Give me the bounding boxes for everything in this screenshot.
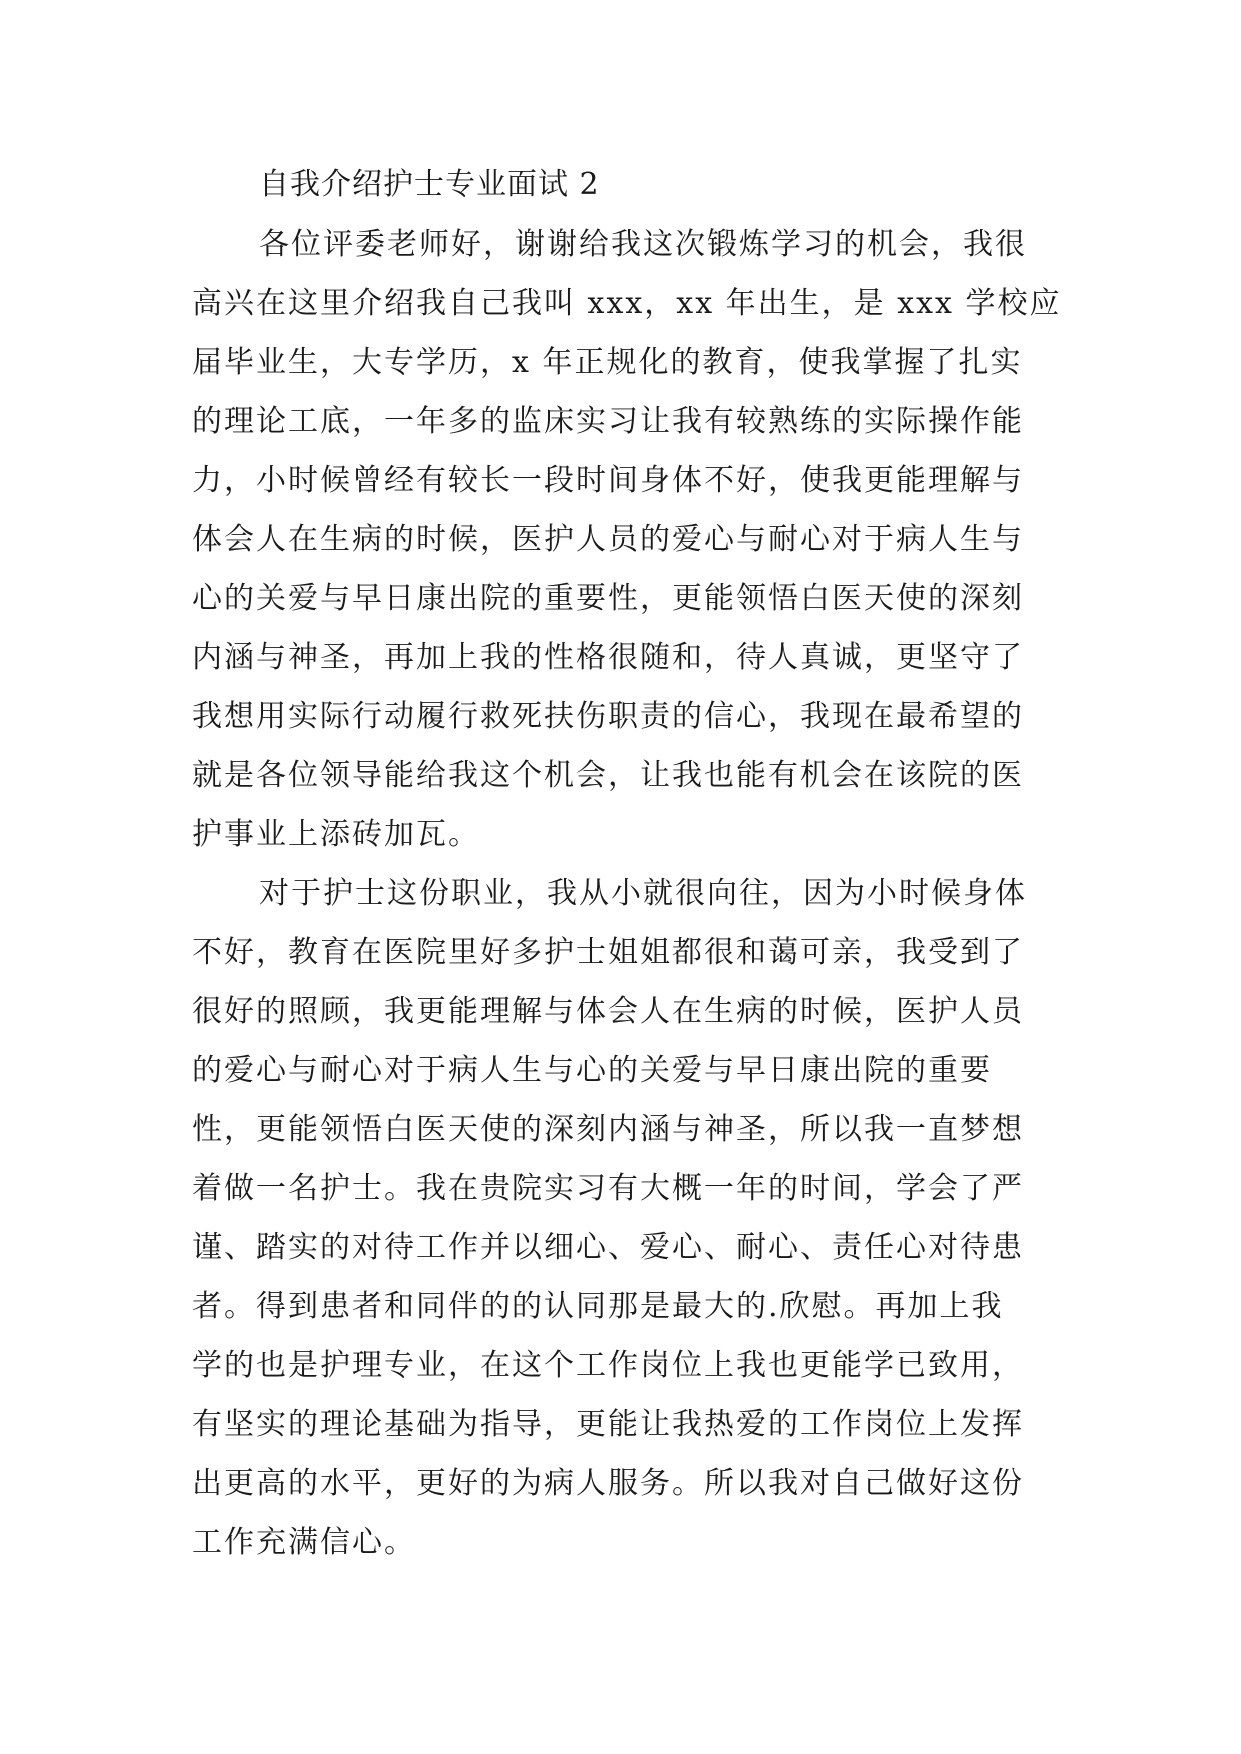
text-line: 内涵与神圣，再加上我的性格很随和，待人真诚，更坚守了 [192, 640, 1024, 675]
text-line: 体会人在生病的时候，医护人员的爱心与耐心对于病人生与 [192, 522, 1024, 557]
paragraph-2 [192, 864, 1052, 1572]
text-line: 工作充满信心。 [192, 1525, 416, 1560]
text-line: 学的也是护理专业，在这个工作岗位上我也更能学已致用， [192, 1348, 1024, 1383]
text-line: 的理论工底，一年多的监床实习让我有较熟练的实际操作能 [192, 404, 1024, 439]
text-line: 的爱心与耐心对于病人生与心的关爱与早日康出院的重要 [192, 1053, 992, 1088]
text-line: 就是各位领导能给我这个机会，让我也能有机会在该院的医 [192, 758, 1024, 793]
document-title: 自我介绍护士专业面试 2 [259, 167, 600, 202]
text-line: 力，小时候曾经有较长一段时间身体不好，使我更能理解与 [192, 463, 1024, 498]
text-line: 谨、踏实的对待工作并以细心、爱心、耐心、责任心对待患 [192, 1230, 1024, 1265]
text-line: 心的关爱与早日康出院的重要性，更能领悟白医天使的深刻 [192, 581, 1024, 616]
text-line: 性，更能领悟白医天使的深刻内涵与神圣，所以我一直梦想 [192, 1112, 1024, 1147]
paragraph-1 [192, 215, 1062, 864]
text-line: 不好，教育在医院里好多护士姐姐都很和蔼可亲，我受到了 [192, 935, 1024, 970]
text-line: 对于护士这份职业，我从小就很向往，因为小时候身体 [259, 876, 1027, 911]
text-line: 各位评委老师好，谢谢给我这次锻炼学习的机会，我很 [259, 227, 1027, 262]
text-line: 很好的照顾，我更能理解与体会人在生病的时候，医护人员 [192, 994, 1024, 1029]
text-line: 届毕业生，大专学历，x 年正规化的教育，使我掌握了扎实 [192, 345, 1023, 380]
text-line: 护事业上添砖加瓦。 [192, 817, 480, 852]
text-line: 着做一名护士。我在贵院实习有大概一年的时间，学会了严 [192, 1171, 1024, 1206]
text-line: 出更高的水平，更好的为病人服务。所以我对自己做好这份 [192, 1466, 1024, 1501]
text-line: 我想用实际行动履行救死扶伤职责的信心，我现在最希望的 [192, 699, 1024, 734]
document-body [192, 215, 1062, 1572]
text-line: 高兴在这里介绍我自己我叫 xxx，xx 年出生，是 xxx 学校应 [192, 286, 1062, 321]
text-line: 者。得到患者和同伴的的认同那是最大的.欣慰。再加上我 [192, 1289, 1004, 1324]
text-line: 有坚实的理论基础为指导，更能让我热爱的工作岗位上发挥 [192, 1407, 1024, 1442]
